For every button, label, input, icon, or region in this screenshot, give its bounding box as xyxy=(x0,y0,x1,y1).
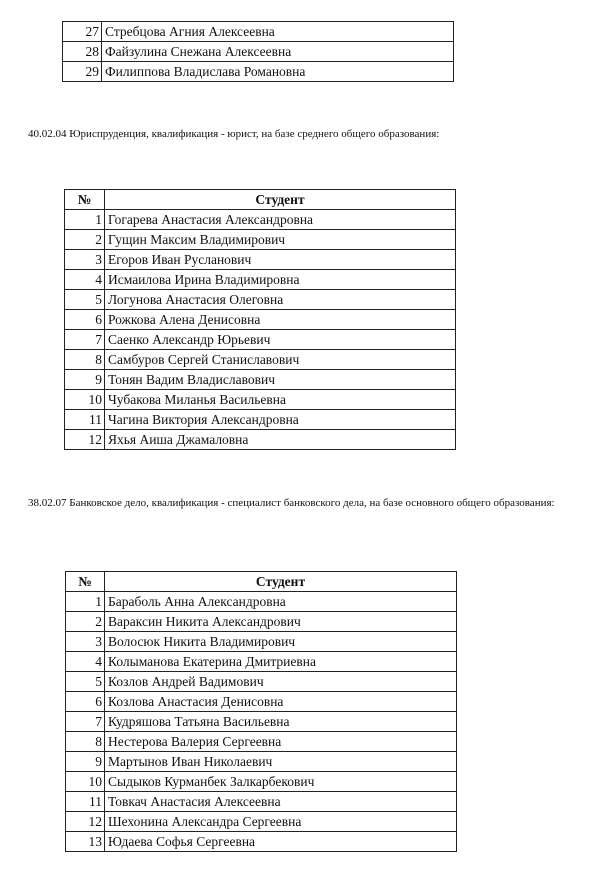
section-heading-law: 40.02.04 Юриспруденция, квалификация - юрист, на базе среднего общего образования: xyxy=(28,128,440,140)
row-number: 3 xyxy=(66,632,105,652)
table-row xyxy=(65,270,456,290)
row-number: 8 xyxy=(66,732,105,752)
student-name: Стребцова Агния Алексеевна xyxy=(102,22,454,42)
student-name: Тонян Вадим Владиславович xyxy=(105,370,456,390)
student-name: Исмаилова Ирина Владимировна xyxy=(105,270,456,290)
student-name: Сыдыков Курманбек Залкарбекович xyxy=(105,772,457,792)
student-name: Козлова Анастасия Денисовна xyxy=(105,692,457,712)
student-table-banking xyxy=(65,571,457,852)
student-name: Нестерова Валерия Сергеевна xyxy=(105,732,457,752)
student-name: Шехонина Александра Сергеевна xyxy=(105,812,457,832)
student-table-continued xyxy=(62,21,454,82)
row-number: 2 xyxy=(65,230,105,250)
table-body xyxy=(63,22,454,82)
table-row xyxy=(63,22,454,42)
student-name: Волосюк Никита Владимирович xyxy=(105,632,457,652)
row-number: 8 xyxy=(65,350,105,370)
row-number: 7 xyxy=(66,712,105,732)
student-name: Филиппова Владислава Романовна xyxy=(102,62,454,82)
row-number: 9 xyxy=(65,370,105,390)
row-number: 6 xyxy=(65,310,105,330)
row-number: 10 xyxy=(66,772,105,792)
table-row xyxy=(66,632,457,652)
table-row xyxy=(65,430,456,450)
student-name: Мартынов Иван Николаевич xyxy=(105,752,457,772)
row-number: 2 xyxy=(66,612,105,632)
student-name: Юдаева Софья Сергеевна xyxy=(105,832,457,852)
row-number: 11 xyxy=(66,792,105,812)
column-header-student: Студент xyxy=(105,190,456,210)
table-header-row xyxy=(65,190,456,210)
row-number: 1 xyxy=(65,210,105,230)
table-body xyxy=(65,210,456,450)
student-name: Бараболь Анна Александровна xyxy=(105,592,457,612)
student-name: Колыманова Екатерина Дмитриевна xyxy=(105,652,457,672)
table-row xyxy=(63,62,454,82)
student-name: Гогарева Анастасия Александровна xyxy=(105,210,456,230)
student-name: Рожкова Алена Денисовна xyxy=(105,310,456,330)
column-header-number: № xyxy=(65,190,105,210)
row-number: 12 xyxy=(66,812,105,832)
section-heading-banking: 38.02.07 Банковское дело, квалификация - специалист банковского дела, на базе основного общего образования: xyxy=(28,497,555,509)
table-header-row xyxy=(66,572,457,592)
row-number: 6 xyxy=(66,692,105,712)
row-number: 4 xyxy=(66,652,105,672)
row-number: 1 xyxy=(66,592,105,612)
table-row xyxy=(65,330,456,350)
table-row xyxy=(65,350,456,370)
row-number: 9 xyxy=(66,752,105,772)
table-row xyxy=(65,210,456,230)
row-number: 29 xyxy=(63,62,102,82)
row-number: 28 xyxy=(63,42,102,62)
table-row xyxy=(63,42,454,62)
student-table-law xyxy=(64,189,456,450)
student-name: Яхья Аиша Джамаловна xyxy=(105,430,456,450)
student-name: Чагина Виктория Александровна xyxy=(105,410,456,430)
table-row xyxy=(66,732,457,752)
table-row xyxy=(66,812,457,832)
student-name: Логунова Анастасия Олеговна xyxy=(105,290,456,310)
table-row xyxy=(66,832,457,852)
table-row xyxy=(65,370,456,390)
row-number: 11 xyxy=(65,410,105,430)
column-header-number: № xyxy=(66,572,105,592)
table-row xyxy=(66,592,457,612)
table-row xyxy=(66,692,457,712)
table-row xyxy=(66,612,457,632)
table-row xyxy=(66,772,457,792)
table-row xyxy=(66,672,457,692)
row-number: 4 xyxy=(65,270,105,290)
student-name: Егоров Иван Русланович xyxy=(105,250,456,270)
table-row xyxy=(66,752,457,772)
student-name: Товкач Анастасия Алексеевна xyxy=(105,792,457,812)
row-number: 27 xyxy=(63,22,102,42)
row-number: 10 xyxy=(65,390,105,410)
row-number: 7 xyxy=(65,330,105,350)
table-row xyxy=(66,652,457,672)
student-name: Самбуров Сергей Станиславович xyxy=(105,350,456,370)
student-name: Файзулина Снежана Алексеевна xyxy=(102,42,454,62)
table-row xyxy=(65,310,456,330)
column-header-student: Студент xyxy=(105,572,457,592)
student-name: Саенко Александр Юрьевич xyxy=(105,330,456,350)
table-row xyxy=(66,712,457,732)
student-name: Гущин Максим Владимирович xyxy=(105,230,456,250)
row-number: 13 xyxy=(66,832,105,852)
student-name: Чубакова Миланья Васильевна xyxy=(105,390,456,410)
table-row xyxy=(65,290,456,310)
row-number: 3 xyxy=(65,250,105,270)
student-name: Кудряшова Татьяна Васильевна xyxy=(105,712,457,732)
table-body xyxy=(66,592,457,852)
row-number: 5 xyxy=(66,672,105,692)
table-row xyxy=(65,390,456,410)
row-number: 12 xyxy=(65,430,105,450)
student-name: Вараксин Никита Александрович xyxy=(105,612,457,632)
row-number: 5 xyxy=(65,290,105,310)
table-row xyxy=(65,410,456,430)
student-name: Козлов Андрей Вадимович xyxy=(105,672,457,692)
table-row xyxy=(66,792,457,812)
table-row xyxy=(65,250,456,270)
table-row xyxy=(65,230,456,250)
